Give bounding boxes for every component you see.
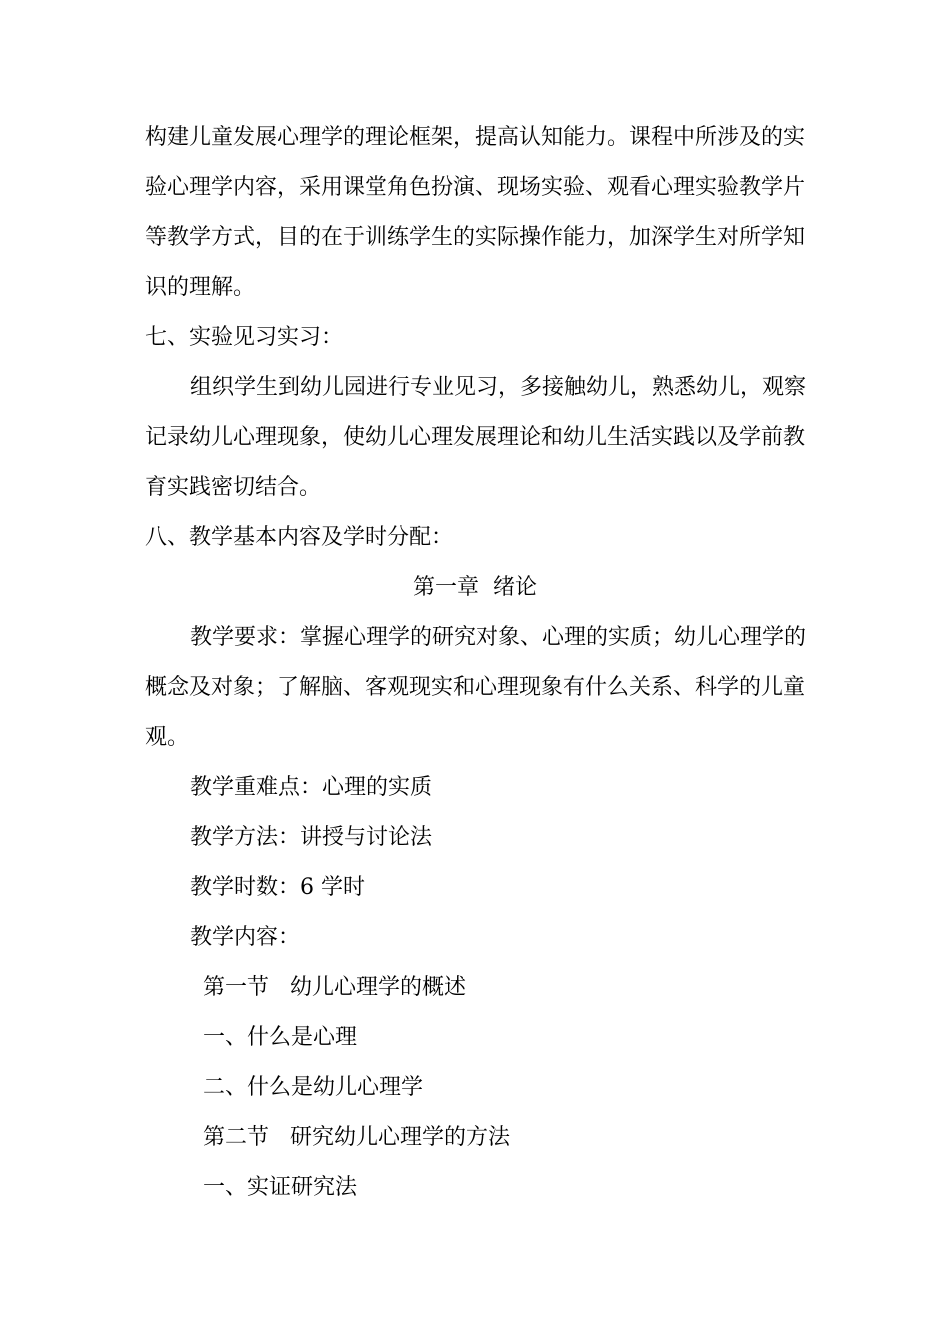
requirements-line-3: 观。 [145,725,190,750]
outline-section-1: 第一节 幼儿心理学的概述 [203,975,466,1000]
para1-line-2: 验心理学内容，采用课堂角色扮演、现场实验、观看心理实验教学片 [145,175,806,200]
section8-heading: 八、教学基本内容及学时分配： [145,525,454,550]
content-label: 教学内容： [190,925,301,950]
teaching-method: 教学方法：讲授与讨论法 [190,825,433,850]
teaching-hours: 教学时数：6 学时 [190,875,365,900]
requirements-line-1: 教学要求：掌握心理学的研究对象、心理的实质；幼儿心理学的 [190,625,807,650]
section7-heading: 七、实验见习实习： [145,325,344,350]
para1-line-1: 构建儿童发展心理学的理论框架，提高认知能力。课程中所涉及的实 [145,125,806,150]
requirements-line-2: 概念及对象；了解脑、客观现实和心理现象有什么关系、科学的儿童 [145,675,806,700]
chapter-title: 第一章 绪论 [413,575,537,600]
outline-item-1: 一、什么是心理 [203,1025,358,1050]
para1-line-4: 识的理解。 [145,275,256,300]
outline-item-3: 一、实证研究法 [203,1175,358,1200]
section7-line-1: 组织学生到幼儿园进行专业见习，多接触幼儿，熟悉幼儿，观察 [190,375,807,400]
outline-section-2: 第二节 研究幼儿心理学的方法 [203,1125,510,1150]
para1-line-3: 等教学方式，目的在于训练学生的实际操作能力，加深学生对所学知 [145,225,806,250]
key-points: 教学重难点：心理的实质 [190,775,433,800]
section7-line-2: 记录幼儿心理现象，使幼儿心理发展理论和幼儿生活实践以及学前教 [145,425,806,450]
section7-line-3: 育实践密切结合。 [145,475,322,500]
outline-item-2: 二、什么是幼儿心理学 [203,1075,424,1100]
